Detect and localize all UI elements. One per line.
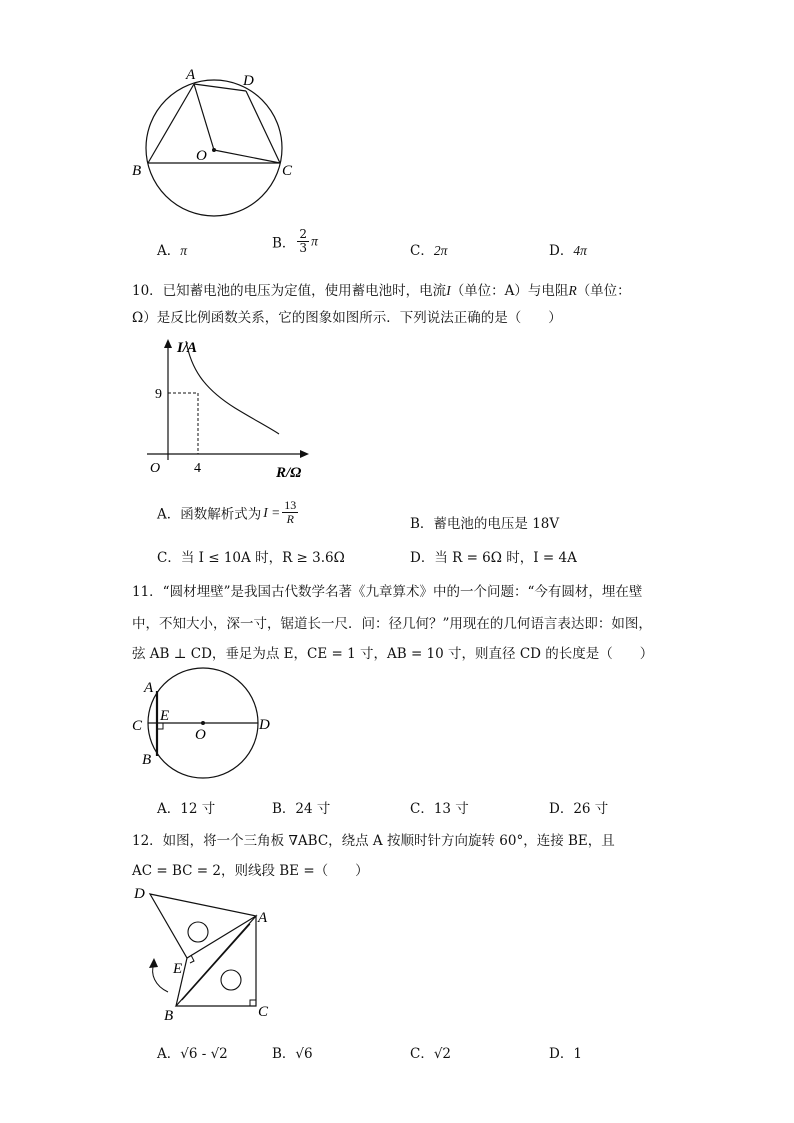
q12-option-b: B．√6: [272, 1046, 313, 1062]
q11-stem-line2: 中，不知大小，深一寸，锯道长一尺．问：径几何？”用现在的几何语言表达即：如图，: [132, 616, 652, 632]
q10-option-a: [157, 499, 300, 526]
q11-option-a: A．12 寸: [157, 801, 216, 817]
q10-stem-line2: Ω）是反比例函数关系，它的图象如图所示．下列说法正确的是（ ）: [132, 310, 562, 326]
q10-y-label: I/A: [177, 340, 198, 356]
q10-var-r: R: [568, 283, 577, 298]
q11-label-c: C: [132, 718, 143, 734]
q9-option-b-label: B．: [272, 235, 296, 252]
q10-x-tick: 4: [194, 461, 201, 476]
q10-graph: [145, 338, 315, 488]
q10-option-b: B．蓄电池的电压是 18V: [410, 516, 560, 532]
q10-origin-label: O: [150, 461, 161, 476]
q11-option-d: D．26 寸: [549, 801, 609, 817]
q12-label-e: E: [173, 961, 183, 977]
q9-label-c: C: [282, 163, 293, 179]
q11-label-e: E: [160, 708, 170, 724]
q10-option-a-lhs: I =: [263, 504, 281, 520]
q12-stem-line1: 12．如图，将一个三角板 ∇ABC，绕点 A 按顺时针方向旋转 60°，连接 BE，且: [132, 833, 615, 849]
q10-var-i: I: [446, 283, 451, 298]
q12-option-a: A．√6 - √2: [157, 1046, 228, 1062]
q12-triangle-ade: [150, 894, 256, 958]
q12-label-a: A: [258, 910, 268, 926]
q10-stem-part2: （单位：A）与电阻: [450, 283, 569, 299]
q12-rotation-arrowhead: [149, 958, 158, 968]
q12-label-c: C: [258, 1004, 269, 1020]
q10-option-c: C．当 I ≤ 10A 时，R ≥ 3.6Ω: [157, 550, 345, 566]
q9-option-c-value: 2π: [433, 243, 448, 258]
q10-stem-part3: （单位：: [576, 283, 631, 299]
q11-label-d: D: [259, 717, 270, 733]
q11-center-dot: [201, 721, 205, 725]
q12-right-angle-c: [250, 1000, 256, 1006]
q9-option-c: [410, 239, 447, 259]
q9-option-c-label: C．: [410, 243, 434, 259]
q10-curve: [186, 341, 279, 434]
q9-option-b-pi: π: [311, 233, 318, 249]
q11-label-a: A: [144, 680, 154, 696]
q10-x-axis-arrow: [300, 450, 309, 458]
q12-option-c: C．√2: [410, 1046, 452, 1062]
q9-option-b-fraction: [297, 228, 309, 255]
q12-label-d: D: [134, 886, 145, 902]
q11-label-o: O: [195, 727, 206, 743]
q11-stem-line3: 弦 AB ⊥ CD，垂足为点 E，CE = 1 寸，AB = 10 寸，则直径 CD 的长度是（ ）: [132, 646, 654, 662]
q9-figure: [130, 65, 300, 230]
q10-option-d: D．当 R = 6Ω 时，I = 4A: [410, 550, 577, 566]
q9-option-b: [272, 228, 318, 255]
q9-option-a-value: π: [180, 243, 188, 258]
q12-hole-top: [188, 922, 208, 942]
q9-option-d-value: 4π: [573, 243, 587, 258]
q11-stem-line1: 11．“圆材埋壁”是我国古代数学名著《九章算术》中的一个问题：“今有圆材，埋在壁: [132, 584, 643, 600]
q10-option-a-label: A．函数解析式为: [157, 506, 262, 523]
q9-segment-dc: [246, 91, 280, 163]
q9-center-dot: [212, 148, 216, 152]
q10-option-a-fraction: [282, 499, 298, 526]
q9-label-o: O: [196, 148, 207, 164]
q11-option-c: C．13 寸: [410, 801, 469, 817]
q9-option-d-label: D．: [549, 243, 574, 259]
q10-option-a-denominator: R: [286, 512, 294, 527]
q12-label-b: B: [164, 1008, 174, 1024]
q12-option-d: D．1: [549, 1046, 582, 1062]
q10-y-tick: 9: [155, 387, 162, 402]
q9-option-a: [157, 239, 187, 259]
q9-option-a-label: A．: [157, 243, 181, 259]
q12-figure: [130, 882, 280, 1027]
q9-label-d: D: [243, 73, 254, 89]
q9-label-b: B: [132, 163, 142, 179]
q9-segment-oc: [214, 150, 280, 163]
q9-option-b-numerator: 2: [299, 227, 308, 241]
q9-option-d: [549, 239, 587, 259]
q9-option-b-denominator: 3: [299, 241, 308, 256]
q10-x-label: R/Ω: [276, 465, 302, 481]
q10-stem-part1: 10．已知蓄电池的电压为定值，使用蓄电池时，电流: [132, 283, 447, 299]
q10-y-axis-arrow: [164, 339, 172, 348]
q11-figure: [128, 666, 288, 786]
q11-label-b: B: [142, 752, 152, 768]
q12-rotation-arrow: [153, 964, 168, 992]
q12-stem-line2: AC = BC = 2，则线段 BE =（ ）: [132, 863, 369, 879]
q9-segment-ao: [194, 84, 214, 150]
q10-stem-line1: [132, 279, 631, 299]
q9-label-a: A: [186, 67, 196, 83]
q11-option-b: B．24 寸: [272, 801, 331, 817]
q12-hole-bottom: [221, 970, 241, 990]
q10-option-a-numerator: 13: [284, 498, 297, 512]
